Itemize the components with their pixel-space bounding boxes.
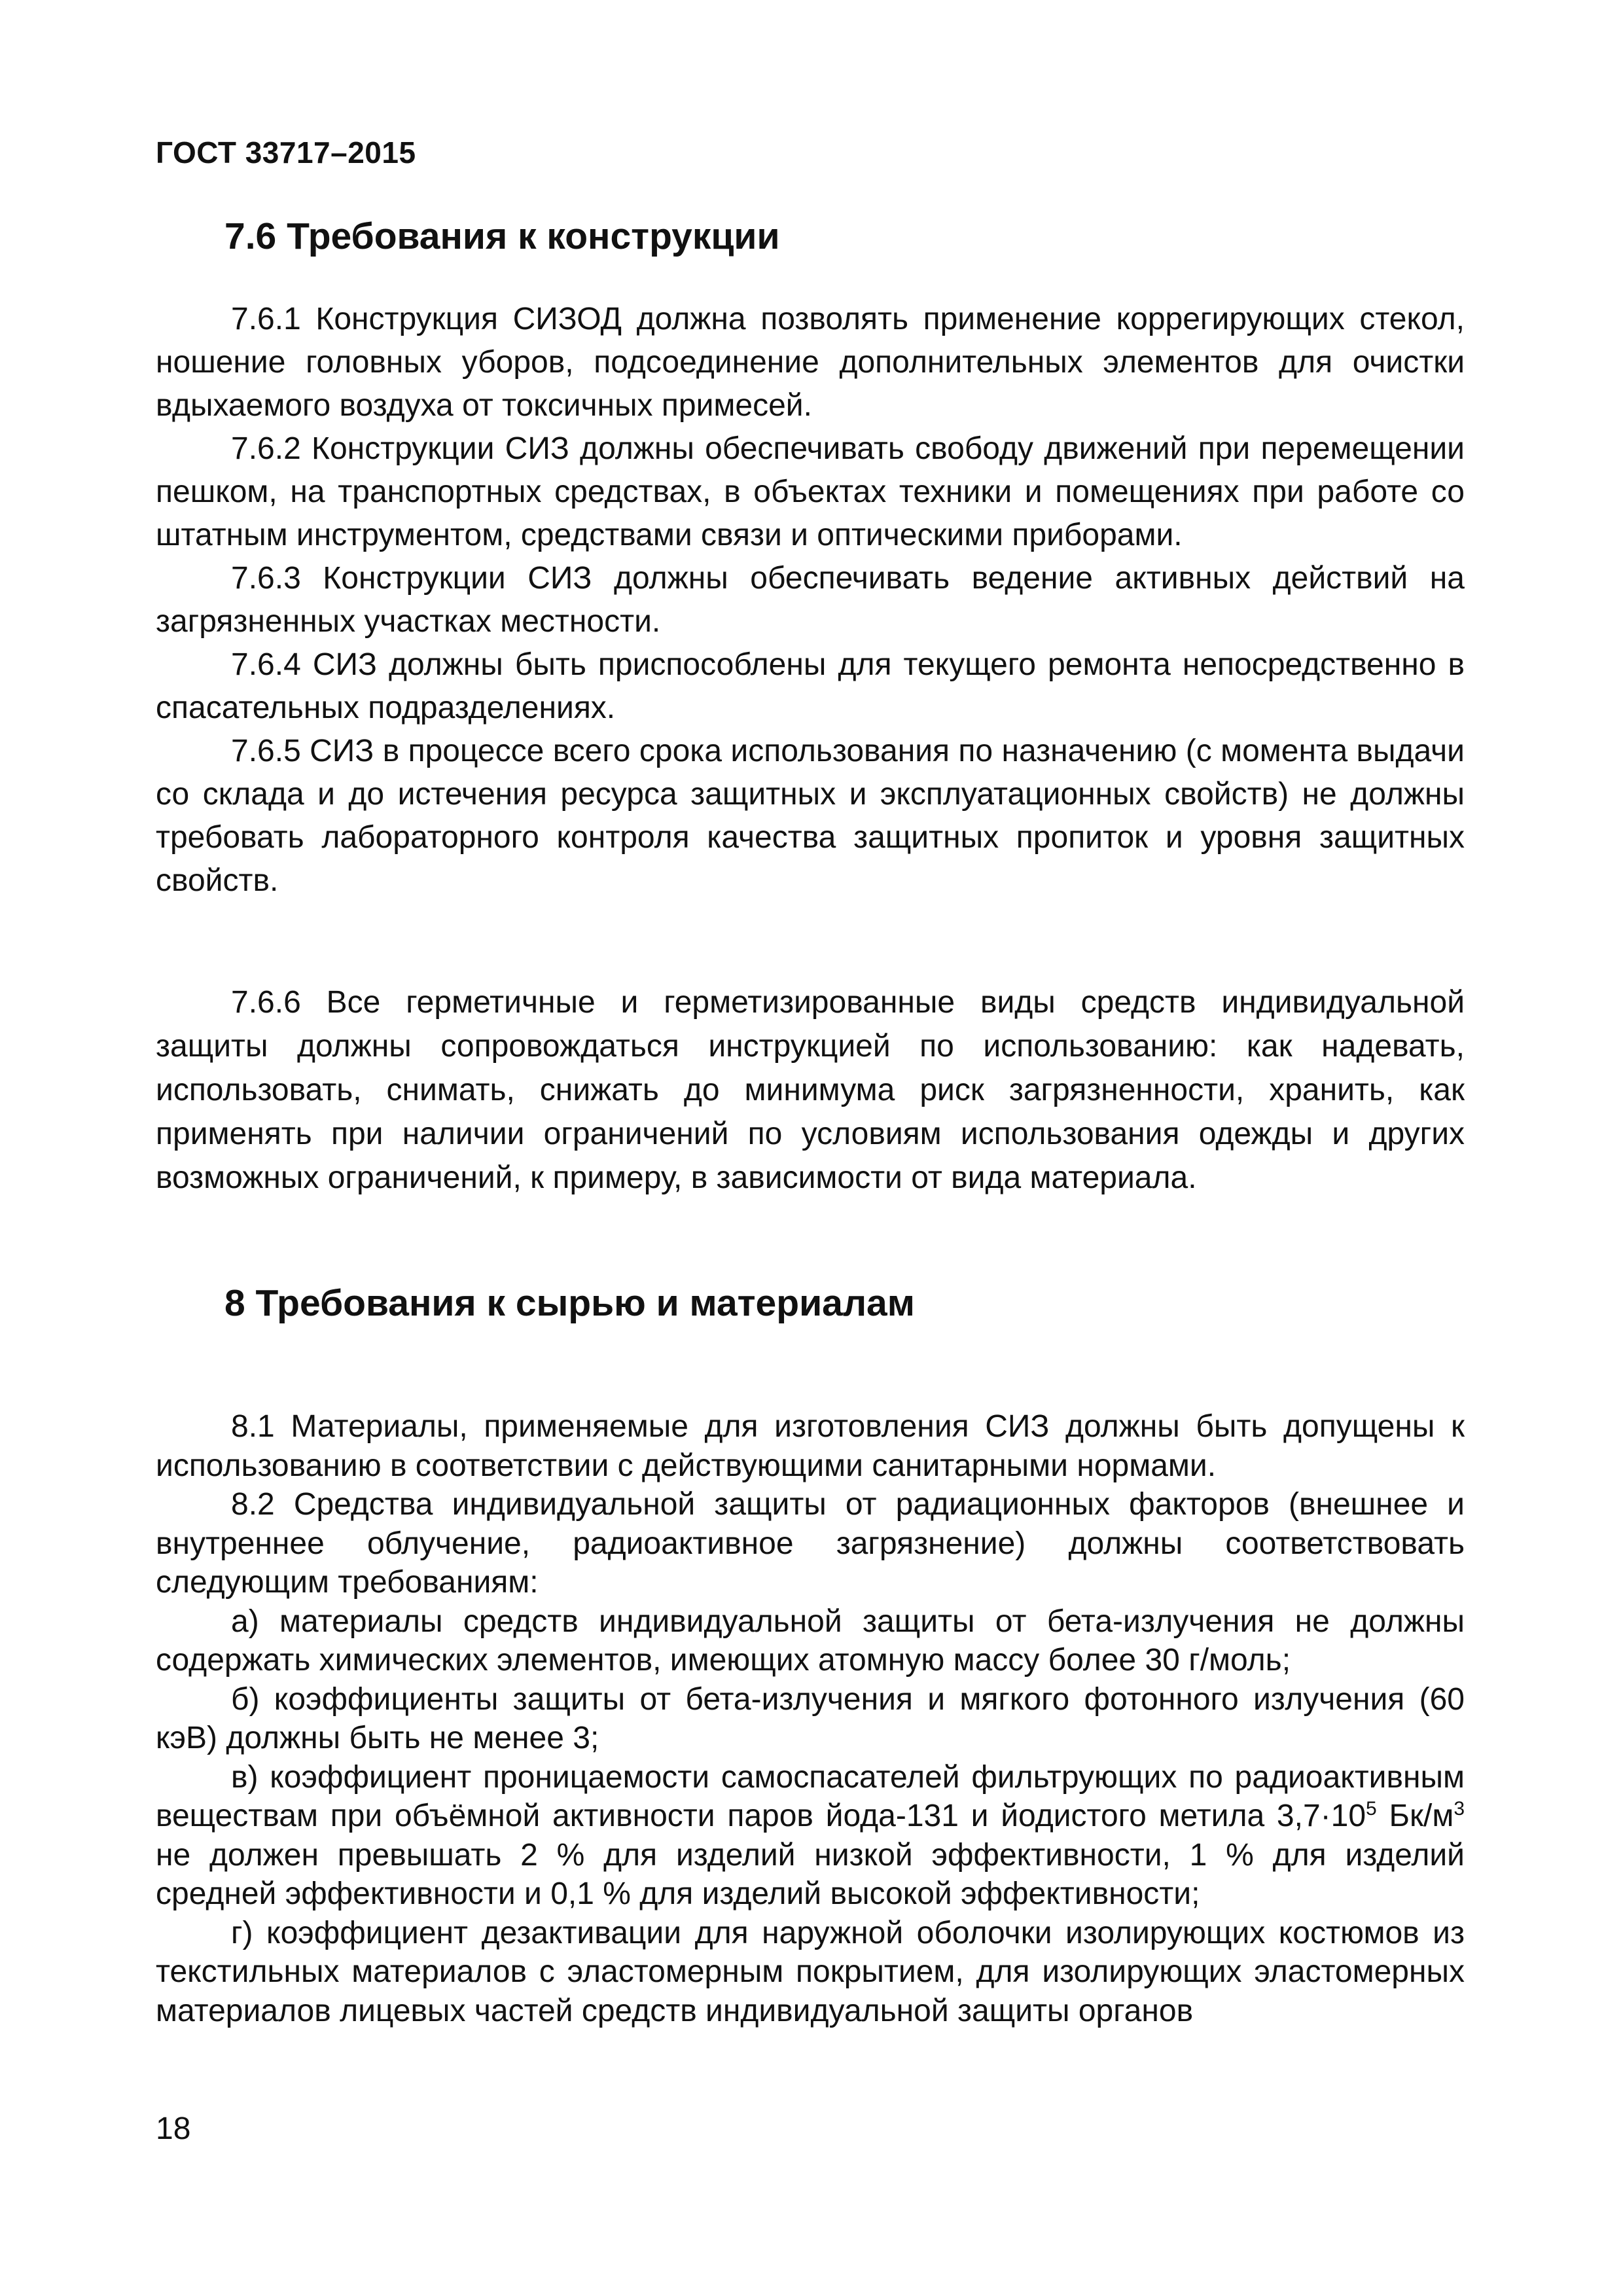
paragraph-7-6-1: 7.6.1 Конструкция СИЗОД должна позволять применение коррегирующих стекол, ношение головных уборов, подсоединение дополнительных элементов для очистки вдыхаемого воздуха от токсичных примесей. xyxy=(156,302,1465,423)
paragraph-7-6-6: 7.6.6 Все герметичные и герметизированные виды средств индивидуальной защиты должны сопровождаться инструкцией по использованию: как надевать, использовать, снимать, снижать до минимума риск загрязненности, хранить, как применять при наличии ограничений по условиям использования одежды и других возможных ограничений, к примеру, в зависимости от вида материала. xyxy=(156,985,1465,1195)
section-7-6-body xyxy=(156,298,1465,903)
item-v-exponent-2: 3 xyxy=(1454,1798,1465,1820)
standard-header: ГОСТ 33717–2015 xyxy=(156,135,416,170)
item-v-text-3: не должен превышать 2 % для изделий низкой эффективности, 1 % для изделий средней эффективности и 0,1 % для изделий высокой эффективности; xyxy=(156,1837,1465,1911)
paragraph-8-1: 8.1 Материалы, применяемые для изготовления СИЗ должны быть допущены к использованию в соответствии с действующими санитарными нормами. xyxy=(156,1409,1465,1483)
page-number: 18 xyxy=(156,2111,191,2146)
paragraph-7-6-3: 7.6.3 Конструкции СИЗ должны обеспечивать ведение активных действий на загрязненных участках местности. xyxy=(156,561,1465,639)
list-item-g: г) коэффициент дезактивации для наружной оболочки изолирующих костюмов из текстильных материалов с эластомерным покрытием, для изолирующих эластомерных материалов лицевых частей средств индивидуальной защиты органов xyxy=(156,1915,1465,2028)
paragraph-7-6-5: 7.6.5 СИЗ в процессе всего срока использования по назначению (с момента выдачи со склада и до истечения ресурса защитных и эксплуатационных свойств) не должны требовать лабораторного контроля качества защитных пропиток и уровня защитных свойств. xyxy=(156,734,1465,898)
list-item-v xyxy=(156,1758,1465,1914)
paragraph-7-6-4: 7.6.4 СИЗ должны быть приспособлены для текущего ремонта непосредственно в спасательных подразделениях. xyxy=(156,647,1465,725)
section-7-6-title: 7.6 Требования к конструкции xyxy=(224,215,780,257)
paragraph-8-2: 8.2 Средства индивидуальной защиты от радиационных факторов (внешнее и внутреннее облучение, радиоактивное загрязнение) должны соответствовать следующим требованиям: xyxy=(156,1487,1465,1600)
list-item-a: а) материалы средств индивидуальной защиты от бета-излучения не должны содержать химических элементов, имеющих атомную массу более 30 г/моль; xyxy=(156,1604,1465,1677)
paragraph-7-6-2: 7.6.2 Конструкции СИЗ должны обеспечивать свободу движений при перемещении пешком, на транспортных средствах, в объектах техники и помещениях при работе со штатным инструментом, средствами связи и оптическими приборами. xyxy=(156,431,1465,552)
item-v-exponent-1: 5 xyxy=(1366,1798,1377,1820)
section-8-title: 8 Требования к сырью и материалам xyxy=(224,1282,915,1324)
list-item-b: б) коэффициенты защиты от бета-излучения и мягкого фотонного излучения (60 кэВ) должны быть не менее 3; xyxy=(156,1681,1465,1755)
paragraph-7-6-6-block xyxy=(156,980,1465,1200)
item-v-text-1: в) коэффициент проницаемости самоспасателей фильтрующих по радиоактивным веществам при объёмной активности паров йода-131 и йодистого метила 3,7·10 xyxy=(156,1759,1465,1833)
item-v-text-2: Бк/м xyxy=(1376,1799,1454,1833)
section-8-body xyxy=(156,1407,1465,2030)
